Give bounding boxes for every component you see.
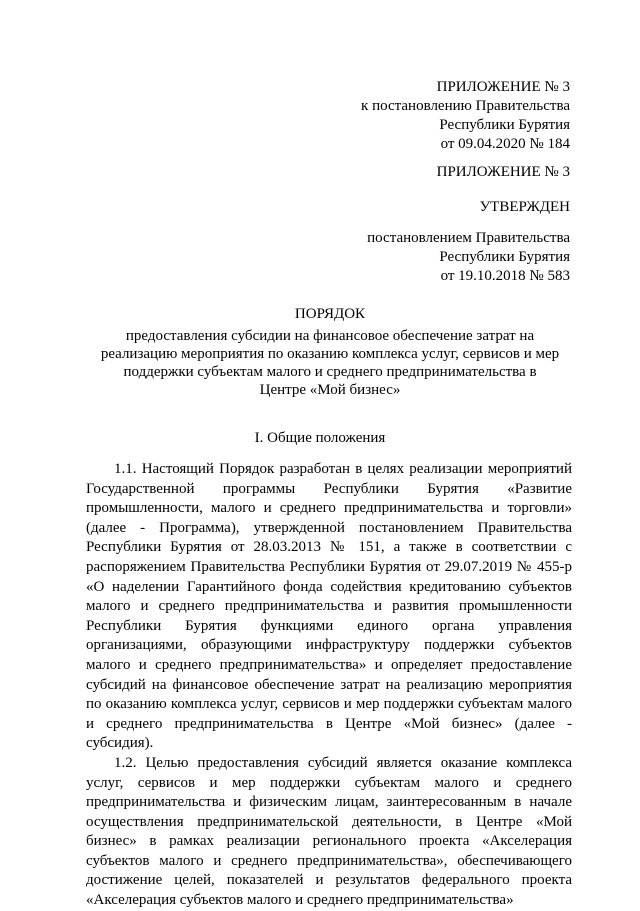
attachment-republic: Республики Бурятия	[439, 117, 570, 133]
approved-date: от 19.10.2018 № 583	[440, 268, 570, 284]
approval-block	[367, 198, 570, 286]
approved-republic: Республики Бурятия	[439, 249, 570, 265]
title-heading: ПОРЯДОК	[294, 306, 366, 322]
paragraph-1-2: 1.2. Целью предоставления субсидий является оказание комплекса услуг, сервисов и мер поддержки субъектам малого и среднего предпринимательства и физическим лицам, заинтересованным в начале осуществления предпринимательской деятельности, в Центре «Мой бизнес» в рамках реализации регионального проекта «Акселерация субъектов малого и среднего предпринимательства», обеспечивающего достижение целей, показателей и результатов федерального проекта «Акселерация субъектов малого и среднего предпринимательства»	[86, 754, 572, 909]
paragraph-1-1: 1.1. Настоящий Порядок разработан в целях реализации мероприятий Государственной программы Республики Бурятия «Развитие промышленности, малого и среднего предпринимательства и торговли» (далее - Программа), утвержденной постановлением Правительства Республики Бурятия от 28.03.2013 № 151, а также в соответствии с распоряжением Правительства Республики Бурятия от 29.07.2019 № 455-р «О наделении Гарантийного фонда содействия кредитованию субъектов малого и среднего предпринимательства и развития промышленности Республики Бурятия функциями единого органа управления организациями, образующими инфраструктуру поддержки субъектов малого и среднего предпринимательства» и определяет предоставление субсидий на финансовое обеспечение затрат на реализацию мероприятия по оказанию комплекса услуг, сервисов и мер поддержки субъектам малого и среднего предпринимательства в Центре «Мой бизнес» (далее - субсидия).	[86, 461, 572, 752]
approved-label: УТВЕРЖДЕН	[479, 199, 570, 215]
attachment-reference: к постановлению Правительства	[361, 98, 570, 114]
attachment-number: ПРИЛОЖЕНИЕ № 3	[436, 164, 570, 180]
section-heading: I. Общие положения	[254, 430, 386, 446]
attachment-header-2020	[361, 78, 570, 154]
attachment-header-original	[437, 163, 570, 182]
document-body	[86, 460, 572, 911]
title-subtitle: предоставления субсидии на финансовое обеспечение затрат на реализацию мероприятия по оказанию комплекса услуг, сервисов и мер поддержки субъектам малого и среднего предпринимательства в Центре «Мой бизнес»	[100, 328, 560, 398]
document-title	[100, 305, 560, 399]
approved-reference: постановлением Правительства	[367, 230, 570, 246]
attachment-number: ПРИЛОЖЕНИЕ № 3	[436, 79, 570, 95]
attachment-date: от 09.04.2020 № 184	[440, 136, 570, 152]
